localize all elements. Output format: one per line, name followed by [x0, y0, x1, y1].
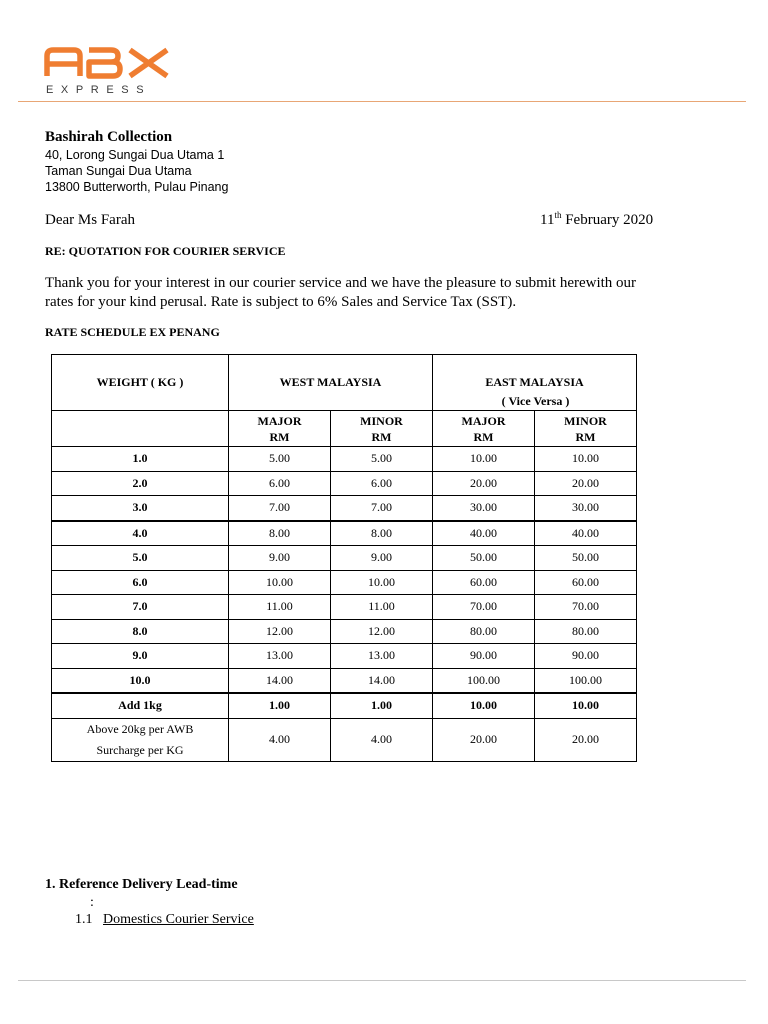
weight-cell: 6.0: [52, 570, 229, 595]
east-minor-rate: 70.00: [535, 595, 637, 620]
add-west-major: 1.00: [229, 693, 331, 718]
section-colon: :: [90, 895, 94, 910]
surcharge-west-major: 4.00: [229, 718, 331, 761]
east-major-rate: 80.00: [433, 619, 535, 644]
weight-header: WEIGHT ( KG ): [52, 355, 229, 411]
west-minor-rate: 8.00: [331, 521, 433, 546]
east-major-rate: 90.00: [433, 644, 535, 669]
weight-cell: 10.0: [52, 668, 229, 693]
add-1kg-label: Add 1kg: [52, 693, 229, 718]
east-major-rate: 100.00: [433, 668, 535, 693]
letter-date: 11th February 2020: [540, 210, 654, 228]
surcharge-east-major: 20.00: [433, 718, 535, 761]
east-major-rate: 60.00: [433, 570, 535, 595]
west-minor-rate: 13.00: [331, 644, 433, 669]
east-minor-rate: 60.00: [535, 570, 637, 595]
rate-row: [52, 496, 637, 521]
rate-schedule-title: RATE SCHEDULE EX PENANG: [45, 325, 220, 339]
east-major-rate: 40.00: [433, 521, 535, 546]
rate-row: [52, 546, 637, 571]
east-major-rate: 20.00: [433, 471, 535, 496]
west-major-rate: 14.00: [229, 668, 331, 693]
rate-row: [52, 595, 637, 620]
west-major-rate: 9.00: [229, 546, 331, 571]
west-major-rate: 10.00: [229, 570, 331, 595]
west-major-rate: 13.00: [229, 644, 331, 669]
east-malaysia-subheader: ( Vice Versa ): [501, 394, 570, 408]
west-minor-rate: 14.00: [331, 668, 433, 693]
add-west-minor: 1.00: [331, 693, 433, 718]
east-minor-rate: 100.00: [535, 668, 637, 693]
west-minor-rate: 10.00: [331, 570, 433, 595]
east-minor-rate: 40.00: [535, 521, 637, 546]
subject-line: RE: QUOTATION FOR COURIER SERVICE: [45, 244, 286, 258]
surcharge-east-minor: 20.00: [535, 718, 637, 761]
weight-cell: 5.0: [52, 546, 229, 571]
rate-row: [52, 644, 637, 669]
section-title: 1. Reference Delivery Lead-time: [45, 877, 238, 892]
weight-cell: 8.0: [52, 619, 229, 644]
west-major-rate: 6.00: [229, 471, 331, 496]
intro-paragraph: Thank you for your interest in our courier service and we have the pleasure to submit herewith our rates for your kind perusal. Rate is subject to 6% Sales and Service Tax (SST).: [45, 275, 637, 310]
west-minor-rate: 5.00: [331, 447, 433, 472]
rate-row: [52, 447, 637, 472]
add-east-minor: 10.00: [535, 693, 637, 718]
weight-cell: 7.0: [52, 595, 229, 620]
west-malaysia-header: WEST MALAYSIA: [229, 355, 433, 411]
rate-row: [52, 619, 637, 644]
west-minor-rate: 7.00: [331, 496, 433, 521]
west-major-header: MAJOR RM: [229, 411, 331, 447]
rate-row: [52, 570, 637, 595]
east-minor-rate: 30.00: [535, 496, 637, 521]
recipient-company: Bashirah Collection: [45, 129, 173, 145]
rate-row: [52, 471, 637, 496]
west-major-rate: 12.00: [229, 619, 331, 644]
weight-cell: 2.0: [52, 471, 229, 496]
logo-tagline: EXPRESS: [46, 84, 152, 96]
weight-cell: 1.0: [52, 447, 229, 472]
rate-table: [51, 354, 637, 762]
east-major-rate: 10.00: [433, 447, 535, 472]
east-minor-rate: 10.00: [535, 447, 637, 472]
weight-cell: 3.0: [52, 496, 229, 521]
footer-divider: [18, 980, 746, 981]
west-major-rate: 8.00: [229, 521, 331, 546]
surcharge-row: [52, 718, 637, 761]
address-line-1: 40, Lorong Sungai Dua Utama 1: [45, 148, 225, 162]
add-1kg-row: [52, 693, 637, 718]
east-minor-rate: 80.00: [535, 619, 637, 644]
east-major-rate: 70.00: [433, 595, 535, 620]
west-minor-rate: 6.00: [331, 471, 433, 496]
surcharge-label: Above 20kg per AWB Surcharge per KG: [52, 718, 229, 761]
weight-header-spacer: [52, 411, 229, 447]
rate-row: [52, 521, 637, 546]
west-minor-rate: 11.00: [331, 595, 433, 620]
abx-express-logo: [44, 46, 174, 98]
east-minor-rate: 90.00: [535, 644, 637, 669]
west-minor-header: MINOR RM: [331, 411, 433, 447]
east-malaysia-header: EAST MALAYSIA: [433, 355, 637, 411]
address-line-3: 13800 Butterworth, Pulau Pinang: [45, 180, 229, 194]
west-minor-rate: 9.00: [331, 546, 433, 571]
surcharge-west-minor: 4.00: [331, 718, 433, 761]
salutation: Dear Ms Farah: [45, 212, 135, 228]
address-line-2: Taman Sungai Dua Utama: [45, 164, 192, 178]
rate-row: [52, 668, 637, 693]
subsection-item: 1.1 Domestics Courier Service: [75, 912, 254, 927]
weight-cell: 4.0: [52, 521, 229, 546]
east-minor-header: MINOR RM: [535, 411, 637, 447]
weight-cell: 9.0: [52, 644, 229, 669]
east-minor-rate: 50.00: [535, 546, 637, 571]
header-divider: [18, 101, 746, 102]
west-major-rate: 5.00: [229, 447, 331, 472]
east-major-rate: 50.00: [433, 546, 535, 571]
west-minor-rate: 12.00: [331, 619, 433, 644]
west-major-rate: 11.00: [229, 595, 331, 620]
west-major-rate: 7.00: [229, 496, 331, 521]
east-major-header: MAJOR RM: [433, 411, 535, 447]
add-east-major: 10.00: [433, 693, 535, 718]
east-major-rate: 30.00: [433, 496, 535, 521]
east-minor-rate: 20.00: [535, 471, 637, 496]
